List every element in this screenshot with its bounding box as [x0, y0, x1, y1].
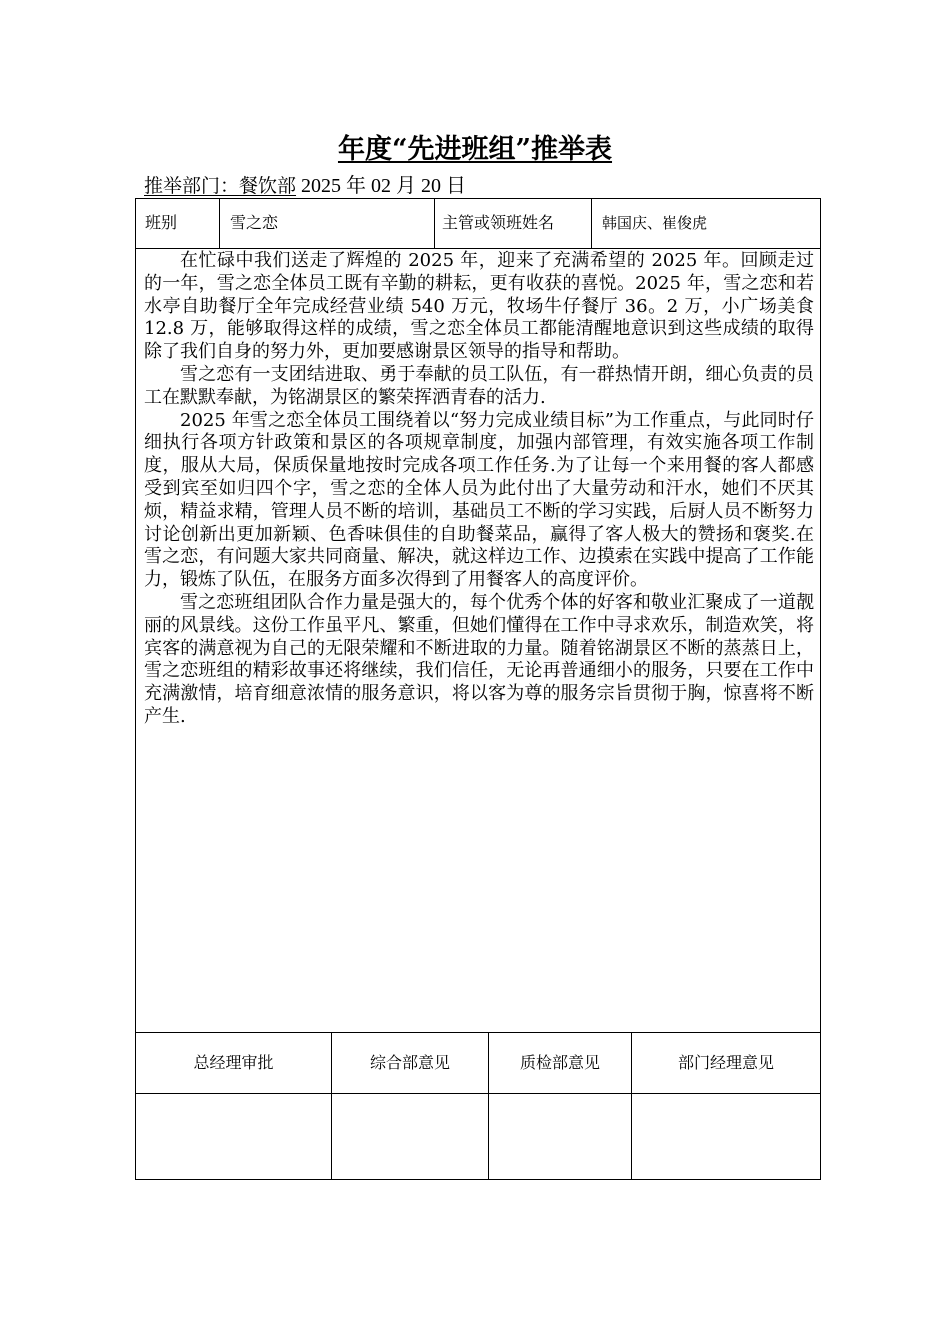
- nomination-header: [144, 173, 466, 199]
- narrative-paragraph: 雪之恋有一支团结进取、勇于奉献的员工队伍，有一群热情开朗，细心负责的员工在默默奉献，为铭湖景区的繁荣挥洒青春的活力.: [144, 363, 814, 408]
- nomination-narrative: [144, 250, 814, 729]
- dept-manager-opinion-box[interactable]: [632, 1094, 820, 1179]
- form-title: 年度“先进班组”推举表: [337, 134, 613, 165]
- qc-dept-opinion-box[interactable]: [489, 1094, 631, 1179]
- gm-approval-box[interactable]: [136, 1094, 331, 1179]
- col-divider: [219, 199, 220, 248]
- col-divider: [434, 199, 435, 248]
- team-value: 雪之恋: [230, 213, 279, 232]
- row-divider: [136, 248, 820, 249]
- narrative-paragraph: 雪之恋班组团队合作力量是强大的，每个优秀个体的好客和敬业汇聚成了一道靓丽的风景线。这份工作虽平凡、繁重，但她们懂得在工作中寻求欢乐，制造欢笑，将宾客的满意视为自己的无限荣耀和不断进取的力量。随着铭湖景区不断的蒸蒸日上，雪之恋班组的精彩故事还将继续，我们信任，无论再普通细小的服务，只要在工作中充满激情，培育细意浓情的服务意识，将以客为尊的服务宗旨贯彻于胸，惊喜将不断产生.: [144, 591, 814, 727]
- leader-value: 韩国庆、崔俊虎: [602, 214, 708, 232]
- nomination-date: 2025 年 02 月 20 日: [296, 175, 467, 197]
- gm-approval-label: 总经理审批: [193, 1053, 274, 1072]
- narrative-paragraph: 在忙碌中我们送走了辉煌的 2025 年，迎来了充满希望的 2025 年。回顾走过的一年，雪之恋全体员工既有辛勤的耕耘，更有收获的喜悦。2025 年，雪之恋和若水亭自助餐厅全年完成经营业绩 540 万元，牧场牛仔餐厅 36。2 万，小广场美食 12.8 万，能够取得这样的成绩，雪之恋全体员工都能清醒地意识到这些成绩的取得除了我们自身的努力外，更加要感谢景区领导的指导和帮助。: [144, 250, 814, 363]
- dept-manager-opinion-label: 部门经理意见: [677, 1053, 774, 1072]
- dept-label: 推举部门：: [144, 175, 240, 197]
- dept-value: 餐饮部: [239, 175, 297, 197]
- qc-dept-opinion-label: 质检部意见: [519, 1053, 600, 1072]
- team-label: 班别: [145, 213, 178, 232]
- admin-dept-opinion-box[interactable]: [332, 1094, 488, 1179]
- admin-dept-opinion-label: 综合部意见: [369, 1053, 450, 1072]
- row-divider: [136, 1032, 820, 1033]
- narrative-paragraph: 2025 年雪之恋全体员工围绕着以“努力完成业绩目标”为工作重点，与此同时仔细执行各项方针政策和景区的各项规章制度，加强内部管理，有效实施各项工作制度，服从大局，保质保量地按时完成各项工作任务.为了让每一个来用餐的客人都感受到宾至如归四个字，雪之恋的全体人员为此付出了大量劳动和汗水，她们不厌其烦，精益求精，管理人员不断的培训，基础员工不断的学习实践，后厨人员不断努力讨论创新出更加新颖、色香味俱佳的自助餐菜品，赢得了客人极大的赞扬和褒奖.在雪之恋，有问题大家共同商量、解决，就这样边工作、边摸索在实践中提高了工作能力，锻炼了队伍，在服务方面多次得到了用餐客人的高度评价。: [144, 409, 814, 591]
- col-divider: [591, 199, 592, 248]
- nomination-form-table: [135, 198, 821, 1180]
- leader-label: 主管或领班姓名: [442, 213, 555, 232]
